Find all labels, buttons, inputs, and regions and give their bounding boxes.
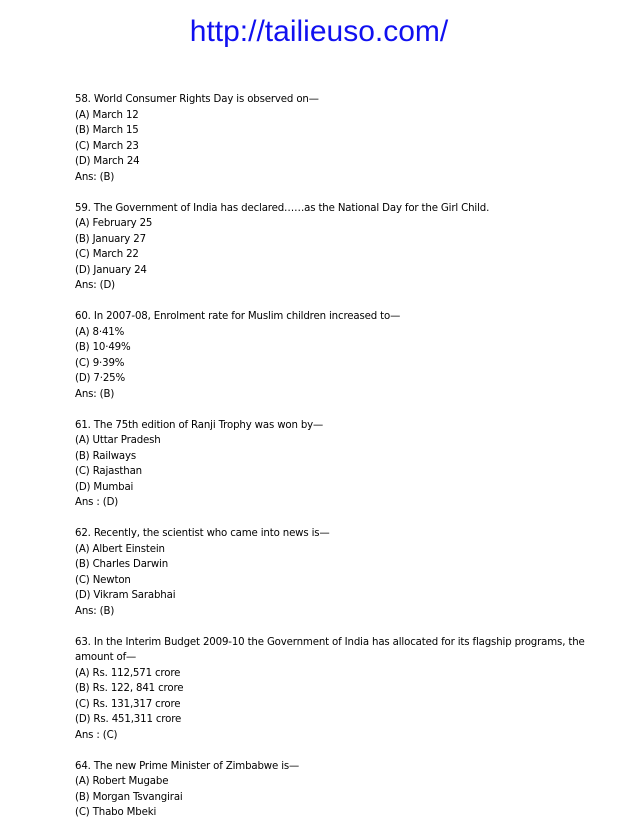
option-c: (C) March 22 — [75, 249, 139, 260]
option-d: (D) March 24 — [75, 156, 140, 167]
option-b: (B) Railways — [75, 450, 137, 462]
question-text: 60. In 2007-08, Enrolment rate for Muslim children increased to— — [75, 311, 401, 322]
option-c: (C) Rajasthan — [75, 466, 142, 477]
question-60 — [75, 309, 595, 402]
option-c: (C) 9·39% — [75, 357, 125, 369]
answer: Ans: (D) — [75, 280, 115, 291]
option-d: (D) Rs. 451,311 crore — [75, 714, 182, 725]
option-c: (C) Rs. 131,317 crore — [75, 698, 181, 710]
answer: Ans: (B) — [75, 605, 115, 617]
question-58 — [75, 92, 595, 185]
option-a: (A) 8·41% — [75, 326, 125, 338]
question-62 — [75, 526, 595, 619]
option-d: (D) Mumbai — [75, 481, 134, 493]
question-63 — [75, 635, 595, 744]
question-text: 59. The Government of India has declared……as the National Day for the Girl Child. — [75, 202, 490, 214]
question-list — [75, 92, 595, 836]
option-a: (A) February 25 — [75, 218, 153, 229]
answer: Ans : (D) — [75, 497, 119, 508]
answer: Ans: (B) — [75, 171, 115, 183]
option-a: (A) Rs. 112,571 crore — [75, 667, 181, 679]
answer: Ans: (B) — [75, 388, 115, 400]
option-c: (C) Newton — [75, 574, 131, 586]
answer: Ans : (C) — [75, 729, 118, 741]
question-text: 63. In the Interim Budget 2009-10 the Government of India has allocated for its flagship programs, the amount of— — [75, 636, 585, 663]
option-c: (C) March 23 — [75, 140, 139, 152]
question-64 — [75, 759, 595, 821]
option-b: (B) January 27 — [75, 233, 146, 245]
header-url-link[interactable]: http://tailieuso.com/ — [189, 15, 449, 48]
option-b: (B) Charles Darwin — [75, 559, 169, 570]
option-d: (D) Vikram Sarabhai — [75, 590, 176, 601]
option-a: (A) Robert Mugabe — [75, 776, 169, 787]
option-a: (A) March 12 — [75, 109, 139, 121]
question-text: 62. Recently, the scientist who came into news is— — [75, 528, 330, 539]
question-61 — [75, 418, 595, 511]
option-b: (B) Morgan Tsvangirai — [75, 791, 183, 803]
question-text: 64. The new Prime Minister of Zimbabwe is— — [75, 760, 300, 772]
question-text: 61. The 75th edition of Ranji Trophy was won by— — [75, 419, 324, 431]
option-a: (A) Uttar Pradesh — [75, 435, 161, 446]
option-d: (D) January 24 — [75, 264, 147, 276]
option-b: (B) Rs. 122, 841 crore — [75, 683, 184, 694]
question-59 — [75, 201, 595, 294]
question-text: 58. World Consumer Rights Day is observed on— — [75, 94, 319, 105]
option-b: (B) 10·49% — [75, 342, 131, 353]
option-d: (D) 7·25% — [75, 373, 126, 384]
option-a: (A) Albert Einstein — [75, 543, 165, 555]
option-b: (B) March 15 — [75, 125, 139, 136]
option-c: (C) Thabo Mbeki — [75, 807, 157, 818]
